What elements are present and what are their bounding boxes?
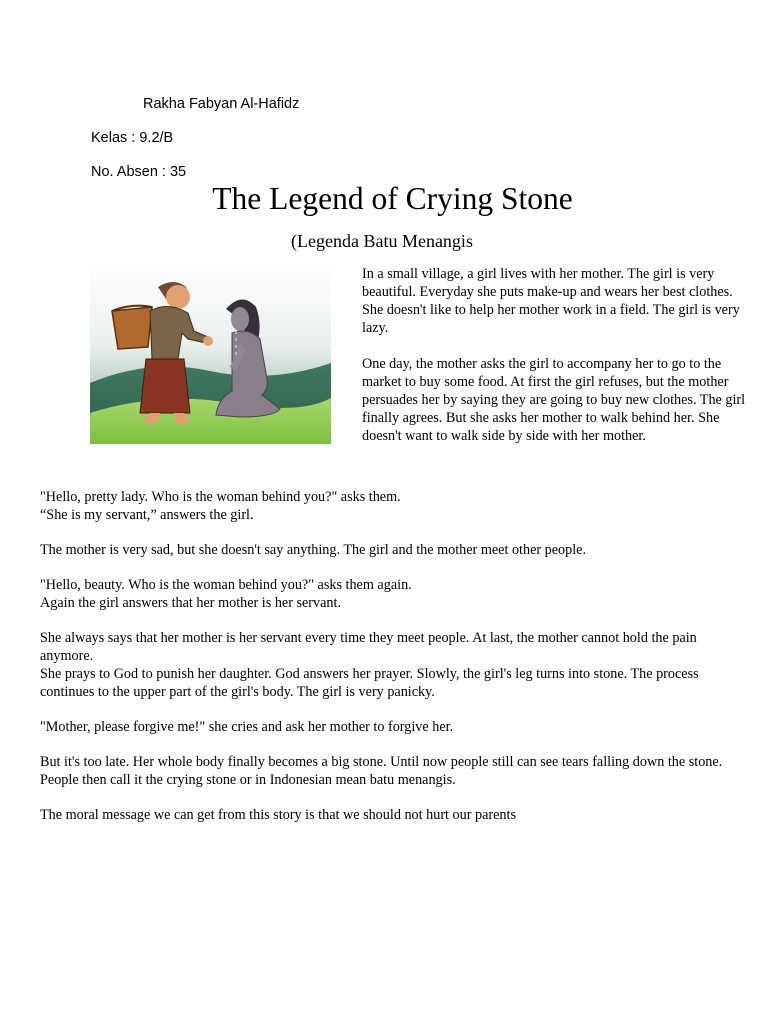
author-name: Rakha Fabyan Al-Hafidz	[143, 96, 300, 112]
dialogue-line: "Hello, beauty. Who is the woman behind you?" asks them again.	[40, 577, 412, 593]
page-title: The Legend of Crying Stone	[212, 181, 573, 216]
intro-paragraph: In a small village, a girl lives with her mother. The girl is very beautiful. Everyday she puts make-up and wears her best clothes. She doesn't like to help her mother work in a field. The girl is very lazy.	[362, 266, 740, 336]
story-paragraph: But it's too late. Her whole body finally becomes a big stone. Until now people still can see tears falling down the stone. People then call it the crying stone or in Indonesian mean batu menangis.	[40, 754, 723, 788]
story-paragraph	[40, 488, 740, 524]
story-paragraph	[40, 576, 740, 612]
dialogue-line: "Hello, pretty lady. Who is the woman behind you?" asks them.	[40, 489, 401, 505]
story-paragraph: The mother is very sad, but she doesn't say anything. The girl and the mother meet other people.	[40, 542, 587, 558]
story-illustration	[90, 263, 331, 444]
story-paragraph	[40, 629, 740, 701]
story-text	[40, 488, 740, 841]
moral-message: The moral message we can get from this story is that we should not hurt our parents	[40, 807, 516, 823]
class-label: Kelas : 9.2/B	[91, 130, 174, 146]
dialogue-line: Again the girl answers that her mother is her servant.	[40, 595, 341, 611]
intro-paragraph: One day, the mother asks the girl to accompany her to go to the market to buy some food. At first the girl refuses, but the mother persuades her by saying they are going to buy new clothes. The girl finally agrees. But she asks her mother to walk behind her. She doesn't want to walk side by side with her mother.	[362, 356, 746, 444]
page-subtitle: (Legenda Batu Menangis	[291, 231, 473, 251]
story-paragraph: "Mother, please forgive me!" she cries and ask her mother to forgive her.	[40, 719, 454, 735]
dialogue-line: “She is my servant,” answers the girl.	[40, 507, 254, 523]
absen-label: No. Absen : 35	[91, 164, 187, 180]
story-line: She prays to God to punish her daughter. God answers her prayer. Slowly, the girl's leg turns into stone. The process continues to the upper part of the girl's body. The girl is very panicky.	[40, 666, 699, 700]
intro-text	[362, 265, 754, 463]
story-line: She always says that her mother is her servant every time they meet people. At last, the mother cannot hold the pain anymore.	[40, 630, 697, 664]
